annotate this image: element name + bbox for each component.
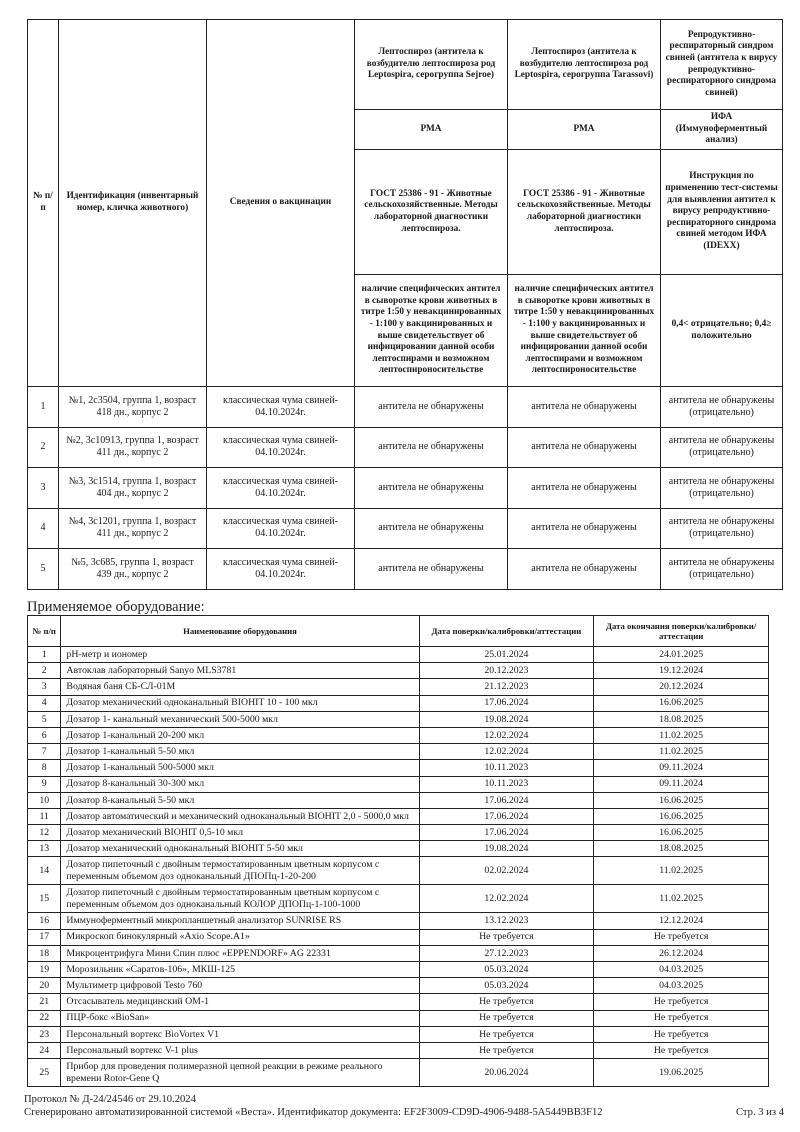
result-leptospira-sejroe: антитела не обнаружены [355, 468, 508, 509]
equipment-row [28, 1042, 769, 1058]
calibration-date: 20.06.2024 [419, 1059, 594, 1087]
equipment-name: Дозатор 8-канальный 30-300 мкл [61, 776, 419, 792]
equipment-number: 10 [28, 792, 61, 808]
header-vaccination: Сведения о вакцинации [207, 20, 355, 387]
equipment-name: Автоклав лабораторный Sanyo MLS3781 [61, 663, 419, 679]
calibration-expiry-date: Не требуется [594, 1042, 769, 1058]
header-test-criteria: наличие специфических антител в сыворотке крови животных в титре 1:50 у невакцинированных - 1:100 у вакцинированных и выше свидетельствует об инфицировании данной особи лептоспирами и возможном лептоспироносительстве [508, 275, 661, 387]
equipment-header-num: № п/п [28, 616, 61, 647]
equipment-number: 25 [28, 1059, 61, 1087]
equipment-number: 21 [28, 994, 61, 1010]
header-test-criteria: наличие специфических антител в сыворотке крови животных в титре 1:50 у невакцинированных - 1:100 у вакцинированных и выше свидетельствует об инфицировании данной особи лептоспирами и возможном лептоспироносительстве [355, 275, 508, 387]
result-leptospira-tarassovi: антитела не обнаружены [508, 508, 661, 549]
equipment-row [28, 808, 769, 824]
vaccination-info: классическая чума свиней- 04.10.2024г. [207, 468, 355, 509]
row-number: 1 [28, 387, 59, 428]
animal-identification: №5, 3с685, группа 1, возраст 439 дн., корпус 2 [59, 549, 207, 590]
calibration-expiry-date: 24.01.2025 [594, 647, 769, 663]
equipment-name: Персональный вортекс BioVortex V1 [61, 1026, 419, 1042]
equipment-name: Микроцентрифуга Мини Спин плюс «EPPENDORF» AG 22331 [61, 945, 419, 961]
header-test-method: ИФА (Иммуноферментный анализ) [661, 110, 783, 150]
equipment-row [28, 945, 769, 961]
equipment-header-date-end: Дата окончания поверки/калибровки/аттестации [594, 616, 769, 647]
calibration-expiry-date: 26.12.2024 [594, 945, 769, 961]
equipment-name: Дозатор пипеточный с двойным термостатированным цветным корпусом с переменным объемом доз одноканальный ДПОПц-1-20-200 [61, 857, 419, 885]
equipment-name: pH-метр и иономер [61, 647, 419, 663]
vaccination-info: классическая чума свиней- 04.10.2024г. [207, 387, 355, 428]
calibration-expiry-date: 16.06.2025 [594, 792, 769, 808]
equipment-name: Отсасыватель медицинский ОМ-1 [61, 994, 419, 1010]
equipment-number: 23 [28, 1026, 61, 1042]
equipment-row [28, 1059, 769, 1087]
calibration-expiry-date: 04.03.2025 [594, 962, 769, 978]
calibration-date: 19.08.2024 [419, 841, 594, 857]
equipment-number: 7 [28, 744, 61, 760]
equipment-row [28, 825, 769, 841]
calibration-date: 02.02.2024 [419, 857, 594, 885]
calibration-expiry-date: 11.02.2025 [594, 727, 769, 743]
header-test-title: Лептоспироз (антитела к возбудителю лептоспироза род Leptospira, серогруппа Sejroe) [355, 20, 508, 110]
result-row [28, 387, 783, 428]
equipment-row [28, 1026, 769, 1042]
equipment-name: Иммуноферментный микропланшетный анализатор SUNRISE RS [61, 913, 419, 929]
equipment-number: 9 [28, 776, 61, 792]
equipment-name: Прибор для проведения полимеразной цепной реакции в режиме реального времени Rotor-Gene Q [61, 1059, 419, 1087]
equipment-name: Дозатор механический одноканальный BIOHIT 5-50 мкл [61, 841, 419, 857]
calibration-date: 12.02.2024 [419, 744, 594, 760]
equipment-name: Дозатор пипеточный с двойным термостатированным цветным корпусом с переменным объемом доз одноканальный КОЛОР ДПОПц-1-100-1000 [61, 885, 419, 913]
result-prrs: антитела не обнаружены (отрицательно) [661, 387, 783, 428]
equipment-name: Дозатор 1- канальный механический 500-5000 мкл [61, 711, 419, 727]
calibration-date: Не требуется [419, 1042, 594, 1058]
result-prrs: антитела не обнаружены (отрицательно) [661, 468, 783, 509]
equipment-number: 18 [28, 945, 61, 961]
result-leptospira-sejroe: антитела не обнаружены [355, 427, 508, 468]
calibration-date: 21.12.2023 [419, 679, 594, 695]
equipment-row [28, 744, 769, 760]
calibration-date: 17.06.2024 [419, 792, 594, 808]
equipment-row [28, 695, 769, 711]
calibration-date: 10.11.2023 [419, 760, 594, 776]
equipment-row [28, 962, 769, 978]
result-row [28, 508, 783, 549]
result-prrs: антитела не обнаружены (отрицательно) [661, 427, 783, 468]
equipment-number: 4 [28, 695, 61, 711]
equipment-section-title: Применяемое оборудование: [27, 599, 205, 615]
equipment-number: 20 [28, 978, 61, 994]
header-identification: Идентификация (инвентарный номер, кличка животного) [59, 20, 207, 387]
row-number: 4 [28, 508, 59, 549]
result-row [28, 549, 783, 590]
equipment-row [28, 776, 769, 792]
equipment-body [28, 647, 769, 1087]
result-prrs: антитела не обнаружены (отрицательно) [661, 549, 783, 590]
equipment-number: 1 [28, 647, 61, 663]
equipment-name: Дозатор 1-канальный 5-50 мкл [61, 744, 419, 760]
equipment-number: 2 [28, 663, 61, 679]
calibration-expiry-date: 11.02.2025 [594, 744, 769, 760]
page-number: Стр. 3 из 4 [735, 1107, 784, 1118]
vaccination-info: классическая чума свиней- 04.10.2024г. [207, 427, 355, 468]
calibration-expiry-date: Не требуется [594, 1010, 769, 1026]
result-leptospira-tarassovi: антитела не обнаружены [508, 427, 661, 468]
equipment-number: 22 [28, 1010, 61, 1026]
vaccination-info: классическая чума свиней- 04.10.2024г. [207, 549, 355, 590]
header-test-title: Репродуктивно-респираторный синдром свиней (антитела к вирусу репродуктивно-респираторного синдрома свиней) [661, 20, 783, 110]
equipment-number: 11 [28, 808, 61, 824]
header-test-normative: ГОСТ 25386 - 91 - Животные сельскохозяйственные. Методы лабораторной диагностики лептоспироза. [355, 150, 508, 275]
calibration-expiry-date: 11.02.2025 [594, 857, 769, 885]
equipment-number: 8 [28, 760, 61, 776]
equipment-name: Морозильник «Саратов-106», МКШ-125 [61, 962, 419, 978]
calibration-expiry-date: Не требуется [594, 1026, 769, 1042]
calibration-date: 17.06.2024 [419, 825, 594, 841]
calibration-expiry-date: 04.03.2025 [594, 978, 769, 994]
equipment-number: 19 [28, 962, 61, 978]
calibration-date: 17.06.2024 [419, 695, 594, 711]
calibration-date: Не требуется [419, 929, 594, 945]
animal-identification: №1, 2с3504, группа 1, возраст 418 дн., корпус 2 [59, 387, 207, 428]
calibration-date: 10.11.2023 [419, 776, 594, 792]
protocol-number: Протокол № Д-24/24546 от 29.10.2024 [24, 1094, 196, 1105]
row-number: 3 [28, 468, 59, 509]
equipment-number: 15 [28, 885, 61, 913]
header-num: № п/п [28, 20, 59, 387]
equipment-name: Дозатор механический BIOHIT 0,5-10 мкл [61, 825, 419, 841]
result-leptospira-sejroe: антитела не обнаружены [355, 387, 508, 428]
equipment-name: ПЦР-бокс «BioSan» [61, 1010, 419, 1026]
equipment-row [28, 978, 769, 994]
calibration-expiry-date: 16.06.2025 [594, 825, 769, 841]
calibration-date: 20.12.2023 [419, 663, 594, 679]
calibration-expiry-date: 09.11.2024 [594, 760, 769, 776]
calibration-expiry-date: 11.02.2025 [594, 885, 769, 913]
calibration-date: 12.02.2024 [419, 885, 594, 913]
calibration-date: 25.01.2024 [419, 647, 594, 663]
equipment-row [28, 647, 769, 663]
result-leptospira-tarassovi: антитела не обнаружены [508, 387, 661, 428]
document-identifier: Сгенерировано автоматизированной системой «Веста». Идентификатор документа: EF2F3009-CD9D-4906-9488-5A5449BB3F12 [24, 1107, 603, 1118]
equipment-name: Дозатор автоматический и механический одноканальный BIOHIT 2,0 - 5000,0 мкл [61, 808, 419, 824]
page-footer [24, 1093, 784, 1119]
equipment-number: 17 [28, 929, 61, 945]
result-leptospira-tarassovi: антитела не обнаружены [508, 468, 661, 509]
equipment-name: Микроскоп бинокулярный «Axio Scope.A1» [61, 929, 419, 945]
header-test-normative: ГОСТ 25386 - 91 - Животные сельскохозяйственные. Методы лабораторной диагностики лептоспироза. [508, 150, 661, 275]
equipment-name: Дозатор механический одноканальный BIOHIT 10 - 100 мкл [61, 695, 419, 711]
equipment-name: Мультиметр цифровой Testo 760 [61, 978, 419, 994]
animal-identification: №4, 3с1201, группа 1, возраст 411 дн., корпус 2 [59, 508, 207, 549]
equipment-row [28, 929, 769, 945]
calibration-expiry-date: 09.11.2024 [594, 776, 769, 792]
equipment-row [28, 679, 769, 695]
equipment-number: 13 [28, 841, 61, 857]
calibration-date: 19.08.2024 [419, 711, 594, 727]
calibration-expiry-date: 19.06.2025 [594, 1059, 769, 1087]
calibration-date: Не требуется [419, 994, 594, 1010]
result-leptospira-sejroe: антитела не обнаружены [355, 508, 508, 549]
vaccination-info: классическая чума свиней- 04.10.2024г. [207, 508, 355, 549]
calibration-date: Не требуется [419, 1026, 594, 1042]
calibration-expiry-date: 20.12.2024 [594, 679, 769, 695]
calibration-date: 12.02.2024 [419, 727, 594, 743]
calibration-date: Не требуется [419, 1010, 594, 1026]
equipment-name: Дозатор 8-канальный 5-50 мкл [61, 792, 419, 808]
equipment-row [28, 792, 769, 808]
calibration-expiry-date: Не требуется [594, 929, 769, 945]
animal-identification: №3, 3с1514, группа 1, возраст 404 дн., корпус 2 [59, 468, 207, 509]
equipment-number: 6 [28, 727, 61, 743]
equipment-row [28, 727, 769, 743]
results-body [28, 387, 783, 590]
equipment-row [28, 857, 769, 885]
equipment-row [28, 1010, 769, 1026]
equipment-number: 24 [28, 1042, 61, 1058]
header-test-method: РМА [355, 110, 508, 150]
calibration-expiry-date: 16.06.2025 [594, 695, 769, 711]
header-test-criteria: 0,4< отрицательно; 0,4≥ положительно [661, 275, 783, 387]
result-leptospira-sejroe: антитела не обнаружены [355, 549, 508, 590]
calibration-date: 05.03.2024 [419, 978, 594, 994]
calibration-expiry-date: 18.08.2025 [594, 711, 769, 727]
equipment-header-name: Наименование оборудования [61, 616, 419, 647]
equipment-header-date-start: Дата поверки/калибровки/аттестации [419, 616, 594, 647]
calibration-date: 17.06.2024 [419, 808, 594, 824]
header-test-title: Лептоспироз (антитела к возбудителю лептоспироза род Leptospira, серогруппа Tarassovi) [508, 20, 661, 110]
result-leptospira-tarassovi: антитела не обнаружены [508, 549, 661, 590]
calibration-expiry-date: 19.12.2024 [594, 663, 769, 679]
calibration-expiry-date: Не требуется [594, 994, 769, 1010]
result-row [28, 427, 783, 468]
equipment-number: 3 [28, 679, 61, 695]
equipment-row [28, 913, 769, 929]
result-prrs: антитела не обнаружены (отрицательно) [661, 508, 783, 549]
calibration-date: 13.12.2023 [419, 913, 594, 929]
equipment-name: Водяная баня СБ-СЛ-01М [61, 679, 419, 695]
equipment-row [28, 885, 769, 913]
equipment-number: 14 [28, 857, 61, 885]
calibration-date: 05.03.2024 [419, 962, 594, 978]
equipment-number: 12 [28, 825, 61, 841]
calibration-expiry-date: 12.12.2024 [594, 913, 769, 929]
equipment-table [27, 615, 769, 1087]
equipment-name: Дозатор 1-канальный 20-200 мкл [61, 727, 419, 743]
calibration-expiry-date: 16.06.2025 [594, 808, 769, 824]
equipment-row [28, 711, 769, 727]
equipment-row [28, 760, 769, 776]
row-number: 5 [28, 549, 59, 590]
header-test-method: РМА [508, 110, 661, 150]
equipment-name: Персональный вортекс V-1 plus [61, 1042, 419, 1058]
results-table [27, 19, 783, 590]
equipment-row [28, 841, 769, 857]
row-number: 2 [28, 427, 59, 468]
equipment-number: 16 [28, 913, 61, 929]
equipment-row [28, 994, 769, 1010]
header-test-normative: Инструкция по применению тест-системы для выявления антител к вирусу репродуктивно-респираторного синдрома свиней методом ИФА (IDEXX) [661, 150, 783, 275]
result-row [28, 468, 783, 509]
calibration-date: 27.12.2023 [419, 945, 594, 961]
animal-identification: №2, 3с10913, группа 1, возраст 411 дн., корпус 2 [59, 427, 207, 468]
equipment-number: 5 [28, 711, 61, 727]
calibration-expiry-date: 18.08.2025 [594, 841, 769, 857]
equipment-name: Дозатор 1-канальный 500-5000 мкл [61, 760, 419, 776]
equipment-row [28, 663, 769, 679]
